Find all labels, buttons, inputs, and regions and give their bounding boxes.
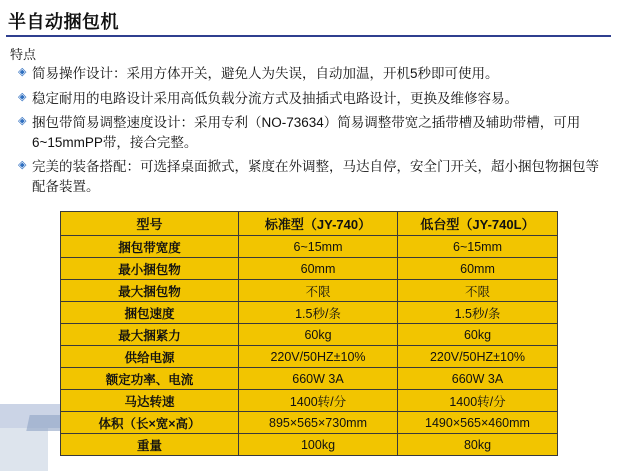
table-header-cell: 型号 bbox=[61, 212, 239, 236]
table-cell: 895×565×730mm bbox=[239, 412, 398, 434]
table-row bbox=[61, 236, 558, 258]
table-cell: 660W 3A bbox=[398, 368, 558, 390]
table-row-label: 供给电源 bbox=[61, 346, 239, 368]
list-item bbox=[18, 64, 603, 84]
list-item bbox=[18, 89, 603, 109]
table-row-label: 最大捆紧力 bbox=[61, 324, 239, 346]
page-title: 半自动捆包机 bbox=[8, 12, 119, 32]
table-cell: 1400转/分 bbox=[398, 390, 558, 412]
table-cell: 1490×565×460mm bbox=[398, 412, 558, 434]
table-row bbox=[61, 346, 558, 368]
table-row-label: 体积（长×宽×高） bbox=[61, 412, 239, 434]
table-cell: 660W 3A bbox=[239, 368, 398, 390]
table-row bbox=[61, 390, 558, 412]
table-cell: 80kg bbox=[398, 434, 558, 456]
table-cell: 6~15mm bbox=[239, 236, 398, 258]
table-cell: 220V/50HZ±10% bbox=[239, 346, 398, 368]
list-item-text: 完美的装备搭配：可选择桌面掀式，紧度在外调整，马达自停，安全门开关，超小捆包物捆包等配备装置。 bbox=[32, 159, 599, 194]
section-subtitle: 特点 bbox=[10, 47, 37, 62]
list-item bbox=[18, 113, 603, 152]
feature-list bbox=[18, 64, 603, 201]
bullet-icon: ◈ bbox=[18, 115, 27, 128]
list-item-text: 捆包带简易调整速度设计：采用专利（NO-73634）简易调整带宽之插带槽及辅助带槽，可用6~15mmPP带，接合完整。 bbox=[32, 115, 581, 150]
table-row-label: 捆包速度 bbox=[61, 302, 239, 324]
table-cell: 1.5秒/条 bbox=[239, 302, 398, 324]
specifications-table bbox=[60, 211, 558, 456]
table-row-label: 马达转速 bbox=[61, 390, 239, 412]
table-row-label: 最大捆包物 bbox=[61, 280, 239, 302]
table-cell: 6~15mm bbox=[398, 236, 558, 258]
list-item bbox=[18, 157, 603, 196]
table-row bbox=[61, 434, 558, 456]
table-row bbox=[61, 368, 558, 390]
table-cell: 60mm bbox=[398, 258, 558, 280]
table-row bbox=[61, 302, 558, 324]
table-header-row bbox=[61, 212, 558, 236]
bullet-icon: ◈ bbox=[18, 90, 27, 103]
table-cell: 220V/50HZ±10% bbox=[398, 346, 558, 368]
table-row bbox=[61, 324, 558, 346]
decorative-image-fragment bbox=[26, 415, 63, 431]
list-item-text: 简易操作设计：采用方体开关，避免人为失误，自动加温，开机5秒即可使用。 bbox=[32, 66, 499, 81]
table-cell: 1.5秒/条 bbox=[398, 302, 558, 324]
bullet-icon: ◈ bbox=[18, 66, 27, 78]
decorative-image-fragment bbox=[0, 428, 48, 471]
table-row-label: 额定功率、电流 bbox=[61, 368, 239, 390]
table-cell: 不限 bbox=[239, 280, 398, 302]
table-row bbox=[61, 258, 558, 280]
table-row-label: 最小捆包物 bbox=[61, 258, 239, 280]
table-cell: 100kg bbox=[239, 434, 398, 456]
table-cell: 1400转/分 bbox=[239, 390, 398, 412]
table-cell: 60kg bbox=[398, 324, 558, 346]
table-cell: 不限 bbox=[398, 280, 558, 302]
table-header-cell: 低台型（JY-740L） bbox=[398, 212, 558, 236]
table-row bbox=[61, 280, 558, 302]
table-cell: 60kg bbox=[239, 324, 398, 346]
bullet-icon: ◈ bbox=[18, 159, 27, 172]
list-item-text: 稳定耐用的电路设计采用高低负载分流方式及抽插式电路设计，更换及维修容易。 bbox=[32, 90, 518, 106]
table-row-label: 重量 bbox=[61, 434, 239, 456]
table-row-label: 捆包带宽度 bbox=[61, 236, 239, 258]
title-divider bbox=[6, 35, 611, 37]
table-header-cell: 标准型（JY-740） bbox=[239, 212, 398, 236]
table-cell: 60mm bbox=[239, 258, 398, 280]
table-row bbox=[61, 412, 558, 434]
